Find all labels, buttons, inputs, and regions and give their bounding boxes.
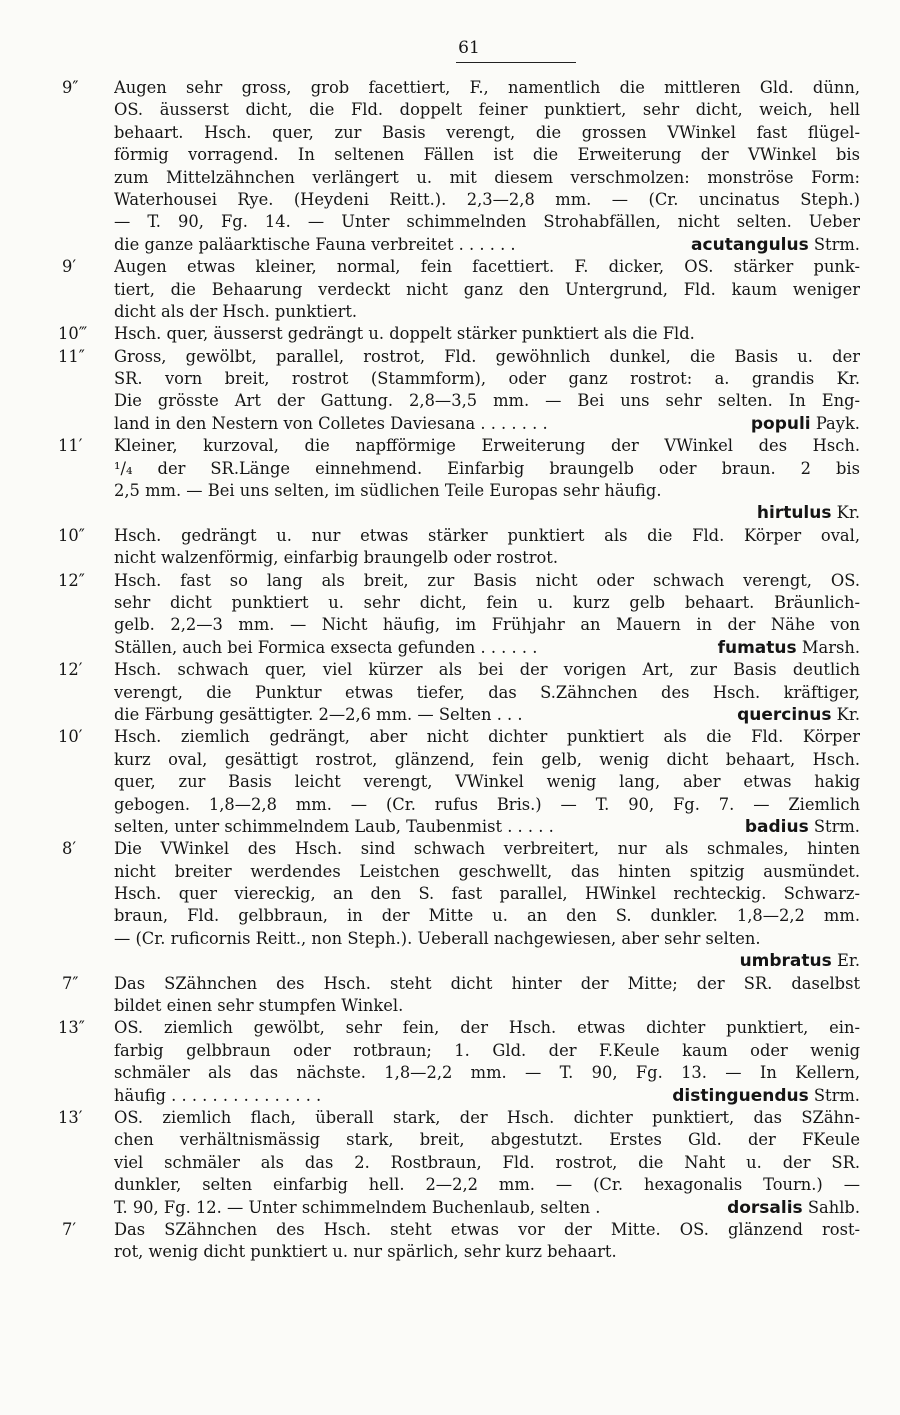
text-line: OS. ziemlich gewölbt, sehr fein, der Hsch. etwas dichter punktiert, ein- — [114, 1018, 860, 1038]
text-line: gelb. 2,2—3 mm. — Nicht häufig, im Frühjahr an Mauern in der Nähe von — [114, 615, 860, 635]
couplet-number: 9′ — [62, 257, 77, 277]
species-name — [751, 413, 860, 435]
text-line: Hsch. ziemlich gedrängt, aber nicht dichter punktiert als die Fld. Körper — [114, 727, 860, 747]
key-entry — [58, 659, 860, 726]
line-text: die Färbung gesättigter. 2—2,6 mm. — Selten . . . — [114, 704, 523, 724]
text-line — [114, 413, 860, 435]
key-entry — [58, 726, 860, 838]
text-line: gebogen. 1,8—2,8 mm. — (Cr. rufus Bris.) — T. 90, Fg. 7. — Ziemlich — [114, 794, 860, 814]
text-line: nicht breiter werdendes Leistchen geschwellt, das hinten spitzig ausmündet. — [114, 861, 860, 881]
text-line: OS. ziemlich flach, überall stark, der Hsch. dichter punktiert, das SZähn- — [114, 1107, 860, 1127]
text-line: förmig vorragend. In seltenen Fällen ist die Erweiterung der VWinkel bis — [114, 145, 860, 165]
text-line: dunkler, selten einfarbig hell. 2—2,2 mm. — (Cr. hexagonalis Tourn.) — — [114, 1175, 860, 1195]
species-name — [718, 637, 860, 659]
species-line — [114, 502, 860, 524]
text-line: quer, zur Basis leicht verengt, VWinkel wenig lang, aber etwas hakig — [114, 772, 860, 792]
text-line: ¹/₄ der SR.Länge einnehmend. Einfarbig braungelb oder braun. 2 bis — [114, 458, 860, 478]
key-entry — [58, 435, 860, 525]
text-line: — T. 90, Fg. 14. — Unter schimmelnden Strohabfällen, nicht selten. Ueber — [114, 212, 860, 232]
couplet-number: 12′ — [58, 660, 83, 680]
text-line: braun, Fld. gelbbraun, in der Mitte u. an den S. dunkler. 1,8—2,2 mm. — [114, 906, 860, 926]
species-name — [740, 951, 860, 970]
text-line — [114, 816, 860, 838]
couplet-number: 11′ — [58, 436, 83, 456]
species-author: Kr. — [831, 503, 860, 523]
text-line: Das SZähnchen des Hsch. steht dicht hinter der Mitte; der SR. daselbst — [114, 973, 860, 993]
species-epithet: badius — [744, 816, 809, 837]
line-text: die ganze paläarktische Fauna verbreitet . . . . . . — [114, 234, 516, 254]
text-line: tiert, die Behaarung verdeckt nicht ganz den Untergrund, Fld. kaum weniger — [114, 279, 860, 299]
text-line: verengt, die Punktur etwas tiefer, das S.Zähnchen des Hsch. kräftiger, — [114, 682, 860, 702]
couplet-number: 10″ — [58, 525, 85, 545]
couplet-number: 10′ — [58, 727, 83, 747]
text-line: viel schmäler als das 2. Rostbraun, Fld. rostrot, die Naht u. der SR. — [114, 1152, 860, 1172]
text-line: Kleiner, kurzoval, die napfförmige Erweiterung der VWinkel des Hsch. — [114, 436, 860, 456]
couplet-number: 11″ — [58, 346, 85, 366]
text-line: Hsch. quer viereckig, an den S. fast parallel, HWinkel rechteckig. Schwarz- — [114, 884, 860, 904]
species-epithet: fumatus — [717, 637, 797, 658]
text-line: Waterhousei Rye. (Heydeni Reitt.). 2,3—2,8 mm. — (Cr. uncinatus Steph.) — [114, 189, 860, 209]
line-text: T. 90, Fg. 12. — Unter schimmelndem Buchenlaub, selten . — [114, 1197, 601, 1217]
couplet-number: 10‴ — [58, 324, 88, 344]
text-line: schmäler als das nächste. 1,8—2,2 mm. — T. 90, Fg. 13. — In Kellern, — [114, 1063, 860, 1083]
text-line: Gross, gewölbt, parallel, rostrot, Fld. gewöhnlich dunkel, die Basis u. der — [114, 346, 860, 366]
key-entry — [58, 838, 860, 972]
text-line: Die grösste Art der Gattung. 2,8—3,5 mm. — Bei uns sehr selten. In Eng- — [114, 391, 860, 411]
text-line: Hsch. schwach quer, viel kürzer als bei der vorigen Art, zur Basis deutlich — [114, 660, 860, 680]
text-line: Hsch. gedrängt u. nur etwas stärker punktiert als die Fld. Körper oval, — [114, 525, 860, 545]
species-epithet: dorsalis — [727, 1197, 803, 1218]
text-line: dicht als der Hsch. punktiert. — [114, 301, 358, 321]
species-name — [757, 503, 860, 522]
species-name — [745, 816, 860, 838]
text-line — [114, 1085, 860, 1107]
species-epithet: umbratus — [739, 951, 832, 972]
text-line: nicht walzenförmig, einfarbig braungelb oder rostrot. — [114, 548, 559, 568]
page-number: 61 — [458, 38, 480, 58]
text-line: bildet einen sehr stumpfen Winkel. — [114, 996, 404, 1016]
key-entry — [58, 1219, 860, 1264]
text-line: — (Cr. ruficornis Reitt., non Steph.). Ueberall nachgewiesen, aber sehr selten. — [114, 928, 761, 948]
text-line: farbig gelbbraun oder rotbraun; 1. Gld. der F.Keule kaum oder wenig — [114, 1040, 860, 1060]
species-author: Marsh. — [796, 637, 860, 657]
species-author: Strm. — [808, 1085, 860, 1105]
text-line — [114, 1197, 860, 1219]
species-epithet: distinguendus — [672, 1085, 809, 1106]
key-entry — [58, 1017, 860, 1107]
text-line: OS. äusserst dicht, die Fld. doppelt feiner punktiert, sehr dicht, weich, hell — [114, 100, 860, 120]
key-entry — [58, 570, 860, 660]
species-epithet: acutangulus — [691, 234, 809, 255]
text-line: rot, wenig dicht punktiert u. nur spärlich, sehr kurz behaart. — [114, 1242, 617, 1262]
key-entry — [58, 525, 860, 570]
text-line: SR. vorn breit, rostrot (Stammform), oder ganz rostrot: a. grandis Kr. — [114, 369, 860, 389]
species-line — [114, 950, 860, 972]
couplet-number: 8′ — [62, 839, 77, 859]
couplet-number: 13′ — [58, 1107, 83, 1127]
text-line: Hsch. fast so lang als breit, zur Basis nicht oder schwach verengt, OS. — [114, 570, 860, 590]
text-line — [114, 637, 860, 659]
couplet-number: 9″ — [62, 78, 79, 97]
species-author: Sahlb. — [802, 1197, 860, 1217]
key-entry — [58, 323, 860, 345]
text-line: 2,5 mm. — Bei uns selten, im südlichen Teile Europas sehr häufig. — [114, 481, 662, 501]
text-line: kurz oval, gesättigt rostrot, glänzend, fein gelb, wenig dicht behaart, Hsch. — [114, 749, 860, 769]
key-entries — [58, 77, 860, 1264]
text-line — [114, 234, 860, 256]
page-number-rule — [456, 62, 576, 63]
species-name — [737, 704, 860, 726]
species-author: Er. — [831, 951, 860, 971]
species-author: Payk. — [810, 413, 860, 433]
line-text: selten, unter schimmelndem Laub, Taubenmist . . . . . — [114, 816, 554, 836]
text-line: Augen etwas kleiner, normal, fein facettiert. F. dicker, OS. stärker punk- — [114, 257, 860, 277]
key-entry — [58, 346, 860, 436]
text-line: chen verhältnismässig stark, breit, abgestutzt. Erstes Gld. der FKeule — [114, 1130, 860, 1150]
text-line: Hsch. quer, äusserst gedrängt u. doppelt stärker punktiert als die Fld. — [114, 324, 695, 344]
text-line: zum Mittelzähnchen verlängert u. mit diesem verschmolzen: monströse Form: — [114, 167, 860, 187]
species-name — [691, 234, 860, 256]
key-entry — [58, 256, 860, 323]
species-epithet: populi — [750, 413, 811, 434]
key-entry — [58, 1107, 860, 1219]
species-epithet: hirtulus — [756, 503, 832, 524]
text-line: behaart. Hsch. quer, zur Basis verengt, die grossen VWinkel fast flügel- — [114, 122, 860, 142]
species-author: Kr. — [831, 704, 860, 724]
species-author: Strm. — [808, 816, 860, 836]
species-epithet: quercinus — [737, 704, 832, 725]
line-text: Ställen, auch bei Formica exsecta gefunden . . . . . . — [114, 637, 538, 657]
line-text: land in den Nestern von Colletes Daviesana . . . . . . . — [114, 413, 548, 433]
species-name — [727, 1197, 860, 1219]
couplet-number: 13″ — [58, 1018, 85, 1038]
species-author: Strm. — [808, 234, 860, 254]
line-text: häufig . . . . . . . . . . . . . . . — [114, 1085, 322, 1105]
couplet-number: 7′ — [62, 1219, 77, 1239]
text-line: Augen sehr gross, grob facettiert, F., namentlich die mittleren Gld. dünn, — [114, 78, 860, 97]
couplet-number: 12″ — [58, 570, 85, 590]
key-entry — [58, 973, 860, 1018]
couplet-number: 7″ — [62, 973, 79, 993]
key-entry — [58, 77, 860, 256]
species-name — [672, 1085, 860, 1107]
text-line: sehr dicht punktiert u. sehr dicht, fein u. kurz gelb behaart. Bräunlich- — [114, 592, 860, 612]
text-line — [114, 704, 860, 726]
text-line: Das SZähnchen des Hsch. steht etwas vor der Mitte. OS. glänzend rost- — [114, 1219, 860, 1239]
text-line: Die VWinkel des Hsch. sind schwach verbreitert, nur als schmales, hinten — [114, 839, 860, 859]
